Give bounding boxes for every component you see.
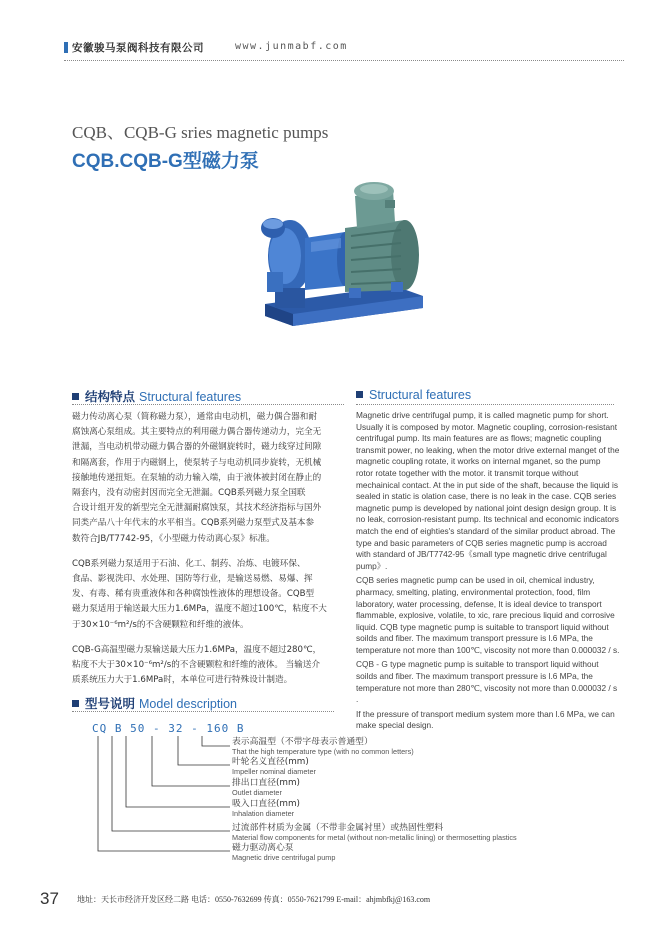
en-paragraph: CQB series magnetic pump can be used in oil, chemical industry, pharmacy, smelting, plating, environmental protection, food, film laboratory, water processing, defense, It is ideal device to transport flammable, explosive, volatile, to xic, rare precious liquid and corrosive liquid. CQB type magnetic pump is suitable to transport liquid without soilds and fiber. The maximum transport pressure is l.6 MPa, the temperature not more than 100℃, viscosity not more than 0.000032 / s. [356, 575, 620, 655]
header-accent-bar [64, 42, 68, 53]
heading-square-icon [72, 393, 79, 400]
cn-paragraph: CQB系列磁力泵适用于石油、化工、制药、冶炼、电镀环保、 食品、影视洗印、水处理、国防等行业，是输送易燃、易爆、挥 发、有毒、稀有贵重液体和各种腐蚀性液体的理想设备。CQB型 磁力泵适用于输送最大压力1.6MPa，温度不超过100℃，粘度不大 于30×10⁻⁶m²/s的不含硬颗粒和纤维的液体。 [72, 558, 327, 630]
page-number: 37 [40, 889, 59, 908]
product-title-cn: CQB.CQB-G型磁力泵 [72, 151, 259, 172]
model-item-high-temp: 表示高温型（不带字母表示普通型） That the high temperature type (with no common letters) [232, 737, 414, 756]
footer-contact: 地址：天长市经济开发区经二路 电话：0550-7632699 传真：0550-7621799 E-mail：ahjmbfkj@163.com [77, 895, 431, 904]
product-title-en: CQB、CQB-G sries magnetic pumps [72, 123, 329, 142]
company-website: www.junmabf.com [235, 41, 348, 52]
pump-product-image [245, 176, 435, 336]
model-item-material: 过流部件材质为金属（不带非金属衬里）或热固性塑料 Material flow components for metal (without non-metallic lining) or thermosetting plastics [232, 823, 517, 842]
model-code: CQ B 50 - 32 - 160 B [92, 722, 245, 735]
company-name: 安徽骏马泵阀科技有限公司 [72, 42, 204, 54]
model-leader-lines [90, 736, 240, 856]
model-item-impeller: 叶轮名义直径(mm) Impeller nominal diameter [232, 757, 316, 776]
right-heading-divider [356, 404, 614, 405]
model-item-outlet: 排出口直径(mm) Outlet diameter [232, 778, 300, 797]
model-item-inlet: 吸入口直径(mm) Inhalation diameter [232, 799, 300, 818]
cn-paragraph: 磁力传动离心泵（简称磁力泵），通常由电动机，磁力偶合器和耐 腐蚀离心泵组成。其主要特点的利用磁力偶合器传递动力，完全无 泄漏，当电动机带动磁力偶合器的外磁钢旋转时，磁力线穿过间隙 和隔离套，作用于内磁钢上，使泵转子与电动机同步旋转，无机械 接触地传递扭矩。在泵轴的动力输入端，由于液体被封闭在静止的 隔套内，没有动密封因而完全无泄漏。CQB系列磁力泵全国联 合设计组开发的新型完全无泄漏耐腐蚀泵，其技术经济指标与国外 同类产品八十年代末的水平相当。CQB系列磁力泵型式及基本参 数符合JB/T7742-95，《小型磁力传动离心泵》标准。 [72, 412, 322, 544]
heading-square-icon [356, 391, 363, 398]
header-divider [64, 60, 624, 61]
structural-text-en [356, 410, 621, 735]
heading-square-icon [72, 700, 79, 707]
left-heading-divider [72, 404, 344, 405]
en-paragraph: CQB - G type magnetic pump is suitable to transport liquid without soilds and fiber. The maximum transport pressure is l.6 MPa, the temperature not more than 280℃, viscosity not more than 0.000032 / s . [356, 659, 618, 705]
structural-features-heading-en: Structural features [356, 387, 471, 402]
model-description-heading: 型号说明 Model description [72, 694, 237, 712]
structural-text-cn [72, 410, 357, 698]
en-paragraph: If the pressure of transport medium system more than l.6 MPa, we can make special design. [356, 708, 615, 731]
en-paragraph: Magnetic drive centrifugal pump, it is called magnetic pump for short. Usually it is composed by motor. Magnetic coupling, corrosion-resistant centrifugal pump. Its main features are as flows; magnetic coupling transmit power, no leaking, when the motor drive external manget of the magnetic coupling rotate, it works on internal mganet, so the pump rotor rotate together with the motor. it transmit torque without mechainical contact. At the in put side of the shaft, because the liquid is sealed in static is olation case, there is no leak in the case. CQB series magnetic pump is developed by national joint design design group. It is no leak, corrosion-resistant pump. Its technical and economic indicators match the end of eighties's standard of the similar product abroad. The type and basic parameters of CQB series magnetic pump is accroad with standard of JB/T7742-95《small type magnetic drive centrifugal pump》. [356, 410, 620, 571]
model-item-pump-type: 磁力驱动离心泵 Magnetic drive centrifugal pump [232, 843, 336, 862]
model-heading-divider [72, 711, 334, 712]
cn-paragraph: CQB-G高温型磁力泵输送最大压力1.6MPa，温度不超过280℃， 粘度不大于30×10⁻⁶m²/s的不含硬颗粒和纤维的液体。 当输送介 质系统压力大于1.6MPa时，本单位可进行特殊设计制造。 [72, 644, 322, 686]
structural-features-heading-cn: 结构特点 Structural features [72, 387, 241, 405]
